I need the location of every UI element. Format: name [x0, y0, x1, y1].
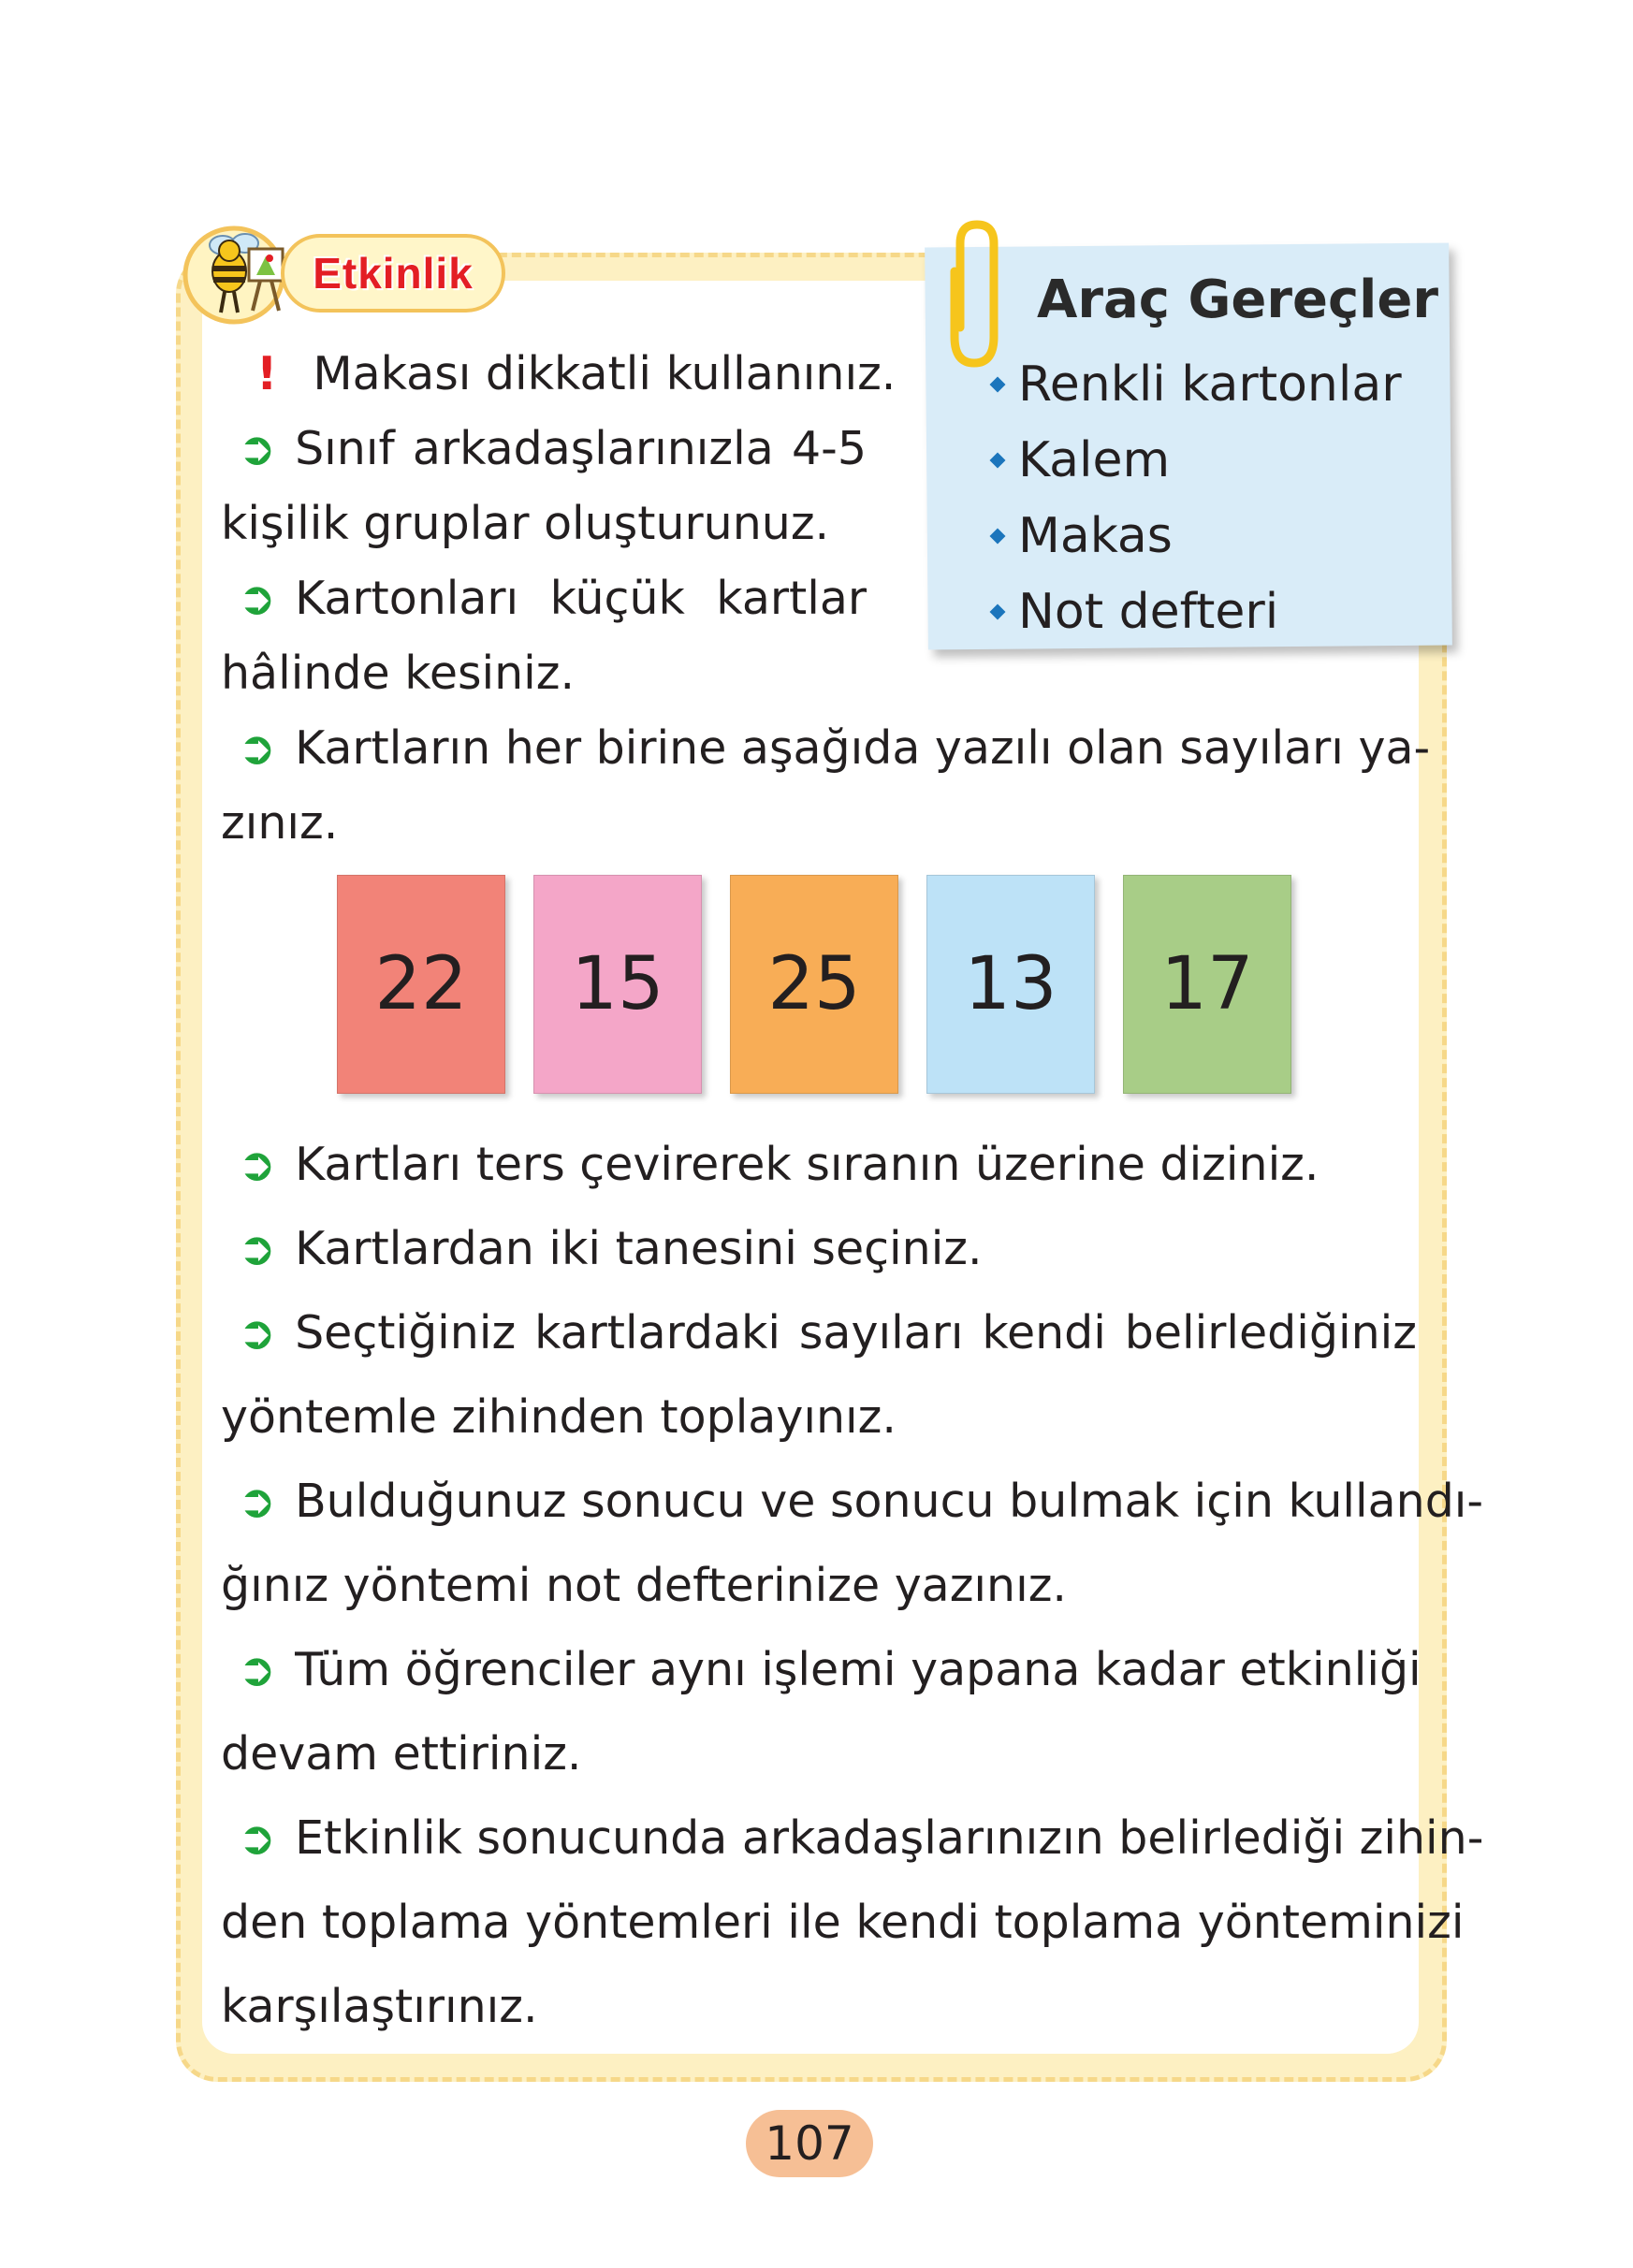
- step-line: hâlinde kesiniz.: [221, 647, 576, 700]
- tools-list: [992, 346, 1402, 649]
- step-line: zınız.: [221, 796, 339, 850]
- step-line: ➲ Kartonları küçük kartlar: [238, 561, 867, 636]
- page-number: 107: [746, 2110, 873, 2177]
- arrow-bullet-icon: ➲: [238, 1811, 277, 1865]
- step-line: karşılaştırınız.: [221, 1980, 538, 2033]
- number-card: 15: [533, 875, 702, 1094]
- arrow-bullet-icon: ➲: [238, 1643, 277, 1696]
- diamond-bullet-icon: [990, 452, 1006, 468]
- number-card: 13: [926, 875, 1095, 1094]
- step-line: ➲ Kartların her birine aşağıda yazılı olan sayıları ya-: [238, 711, 1417, 786]
- step-line: den toplama yöntemleri ile kendi toplama yönteminizi: [221, 1896, 1465, 1949]
- arrow-bullet-icon: ➲: [238, 1222, 277, 1275]
- step-line: kişilik gruplar oluşturunuz.: [221, 497, 830, 550]
- step-line: ➲ Kartlardan iki tanesini seçiniz.: [238, 1212, 983, 1287]
- diamond-bullet-icon: [990, 528, 1006, 544]
- number-card: 25: [730, 875, 898, 1094]
- arrow-bullet-icon: ➲: [238, 422, 277, 475]
- number-cards: [337, 875, 1291, 1094]
- arrow-bullet-icon: ➲: [238, 1475, 277, 1528]
- activity-badge: [281, 234, 505, 313]
- tools-title: Araç Gereçler: [1037, 269, 1438, 330]
- step-line: ➲ Bulduğunuz sonucu ve sonucu bulmak için kullandı-: [238, 1464, 1417, 1539]
- arrow-bullet-icon: ➲: [238, 1138, 277, 1191]
- warning-line: ! Makası dikkatli kullanınız.: [256, 337, 896, 412]
- step-line: devam ettiriniz.: [221, 1727, 582, 1781]
- tools-list-item: Renkli kartonlar: [992, 346, 1402, 422]
- arrow-bullet-icon: ➲: [238, 721, 277, 775]
- step-line: ğınız yöntemi not defterinize yazınız.: [221, 1559, 1068, 1612]
- activity-title: Etkinlik: [313, 249, 474, 298]
- step-line: ➲ Seçtiğiniz kartlardaki sayıları kendi belirlediğiniz: [238, 1296, 1417, 1371]
- step-line: yöntemle zihinden toplayınız.: [221, 1390, 897, 1444]
- exclamation-icon: !: [256, 347, 278, 400]
- step-line: ➲ Etkinlik sonucunda arkadaşlarınızın belirlediği zihin-: [238, 1801, 1417, 1876]
- step-line: ➲ Kartları ters çevirerek sıranın üzerine diziniz.: [238, 1127, 1319, 1202]
- step-line: ➲ Tüm öğrenciler aynı işlemi yapana kadar etkinliği: [238, 1633, 1417, 1708]
- arrow-bullet-icon: ➲: [238, 1306, 277, 1359]
- number-card: 17: [1123, 875, 1291, 1094]
- diamond-bullet-icon: [990, 376, 1006, 392]
- tools-list-item: Kalem: [992, 422, 1402, 498]
- number-card: 22: [337, 875, 505, 1094]
- step-line: ➲ Sınıf arkadaşlarınızla 4-5: [238, 412, 867, 487]
- diamond-bullet-icon: [990, 603, 1006, 619]
- tools-list-item: Not defteri: [992, 574, 1402, 649]
- tools-list-item: Makas: [992, 498, 1402, 574]
- arrow-bullet-icon: ➲: [238, 572, 277, 625]
